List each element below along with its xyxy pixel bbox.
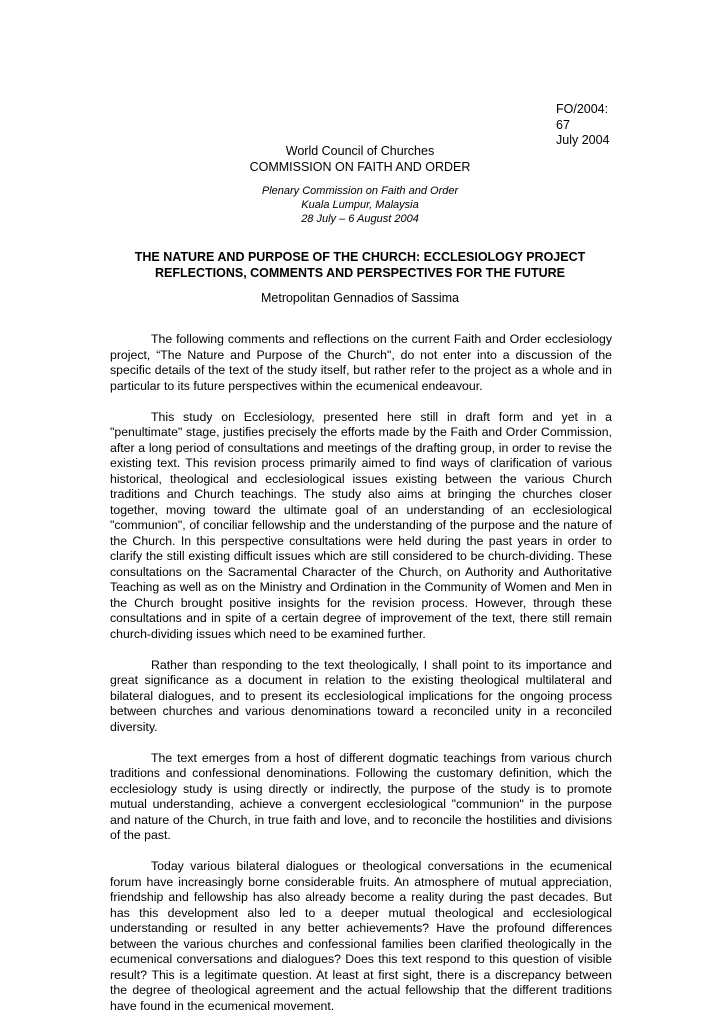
document-number: FO/2004: — [556, 102, 609, 116]
paragraph: The following comments and reflections on the current Faith and Order ecclesiology project, “The Nature and Purpose of the Church", do not enter into a discussion of the specific details of the text of the study itself, but rather refer to the project as a whole and in particular to its future perspectives within the ecumenical endeavour. — [110, 332, 612, 393]
document-body — [110, 332, 612, 1030]
paragraph: The text emerges from a host of different dogmatic teachings from various church traditions and confessional denominations. Following the customary definition, which the ecclesiology study is using directly or indirectly, the purpose of the study is to promote mutual understanding, achieve a convergent ecclesiological "communion" in the purpose and nature of the Church, in true faith and love, and to reconcile the hostilities and divisions of the past. — [110, 750, 612, 842]
author: Metropolitan Gennadios of Sassima — [260, 291, 460, 305]
document-subnumber: 67 — [556, 117, 570, 132]
paragraph: Today various bilateral dialogues or theological conversations in the ecumenical forum have increasingly borne considerable fruits. An atmosphere of mutual appreciation, friendship and fellowship has also already become a reality during the past decades. But has this development also led to a deeper mutual theological and ecclesiological understanding or resulted in any better achievements? Have the profound differences between the various churches and confessional families been clarified theologically in the ecumenical conversations and dialogues? Does this text respond to this question of visible result? This is a legitimate question. At least at first sight, there is a discrepancy between the degree of theological agreement and the actual fellowship that the different traditions have found in the ecumenical movement. — [110, 859, 612, 1013]
meeting-location: Kuala Lumpur, Malaysia — [301, 199, 419, 211]
meeting-name: Plenary Commission on Faith and Order — [261, 185, 459, 197]
document-title — [110, 250, 610, 281]
meeting-info — [110, 184, 610, 226]
document-date: July 2004 — [556, 133, 610, 147]
title-line-2: REFLECTIONS, COMMENTS AND PERSPECTIVES FOR THE FUTURE — [155, 265, 565, 280]
commission-name: COMMISSION ON FAITH AND ORDER — [249, 159, 471, 174]
document-reference — [556, 102, 610, 149]
paragraph: This study on Ecclesiology, presented here still in draft form and yet in a "penultimate" stage, justifies precisely the efforts made by the Faith and Order Commission, after a long period of consultations and meetings of the drafting group, in order to revise the existing text. This revision process primarily aimed to find ways of clarification of various historical, theological and ecclesiological issues existing between the various Church traditions and Church teachings. The study also aims at bringing the churches closer together, moving toward the ultimate goal of an understanding of an ecclesiological "communion", of conciliar fellowship and the understanding of the purpose and the nature of the Church. In this perspective consultations were held during the past years in order to clarify the still existing difficult issues which are still considered to be church-dividing. These consultations on the Sacramental Character of the Church, on Authority and Authoritative Teaching as well as on the Ministry and Ordination in the Community of Women and Men in the Church brought positive insights for the revision process. However, through these consultations and in spite of a certain degree of improvement of the text, there still remain church-dividing issues which need to be examined further. — [110, 409, 612, 641]
paragraph: Rather than responding to the text theologically, I shall point to its importance and great significance as a document in relation to the existing theological multilateral and bilateral dialogues, and to present its ecclesiological implications for the ongoing process between churches and various denominations toward a reconciled unity in a reconciled diversity. — [110, 657, 612, 734]
meeting-dates: 28 July – 6 August 2004 — [301, 213, 419, 225]
title-line-1: THE NATURE AND PURPOSE OF THE CHURCH: ECCLESIOLOGY PROJECT — [134, 250, 586, 264]
organization-header — [110, 144, 610, 175]
organization-name: World Council of Churches — [285, 144, 435, 158]
